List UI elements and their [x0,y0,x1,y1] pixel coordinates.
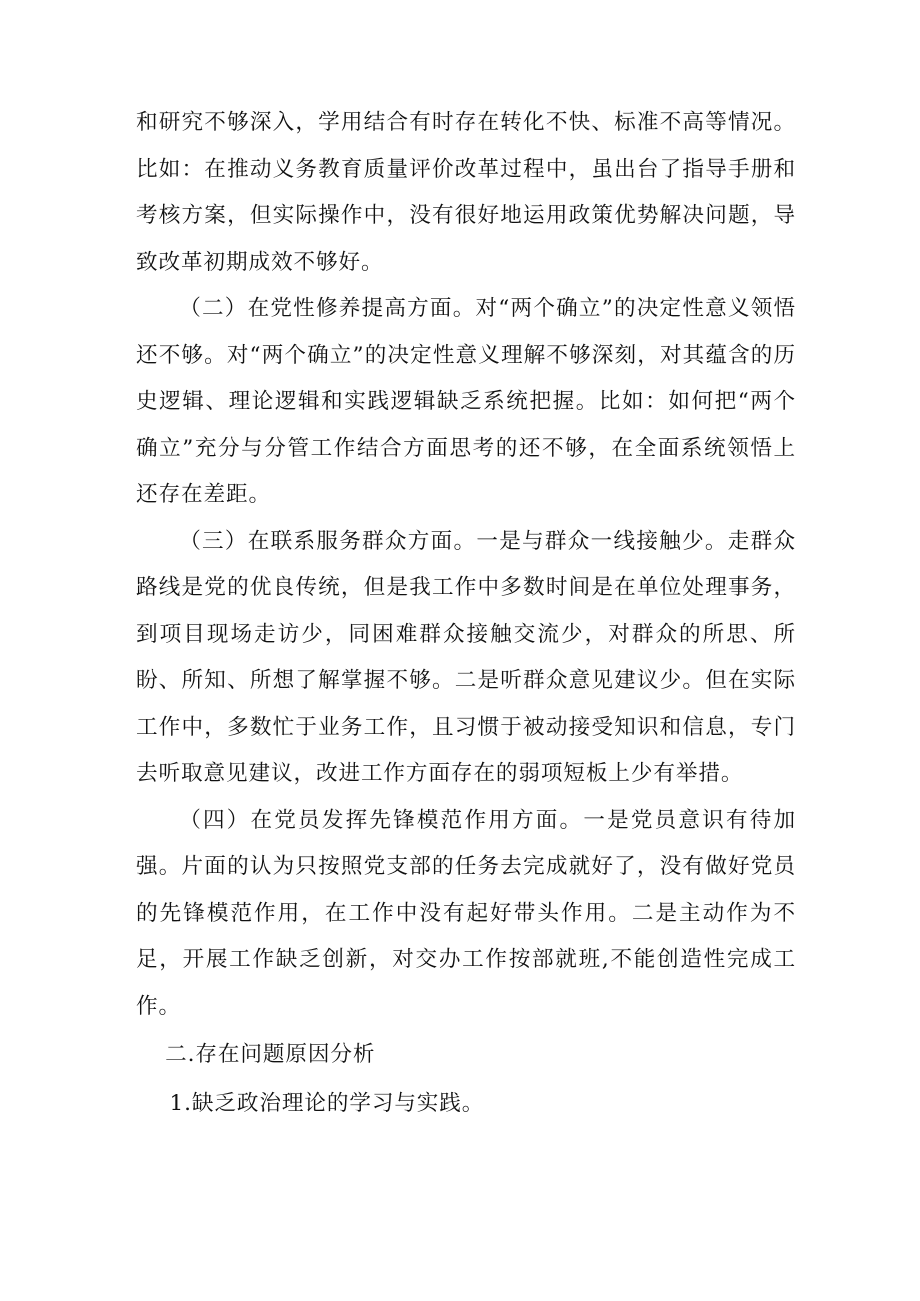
document-body [136,100,796,1127]
paragraph-continuation: 和研究不够深入，学用结合有时存在转化不快、标准不高等情况。比如：在推动义务教育质量评价改革过程中，虽出台了指导手册和考核方案，但实际操作中，没有很好地运用政策优势解决问题，导致改革初期成效不够好。 [136,110,796,275]
paragraph-party-spirit: （二）在党性修养提高方面。对“两个确立”的决定性意义领悟还不够。对“两个确立”的决定性意义理解不够深刻，对其蕴含的历史逻辑、理论逻辑和实践逻辑缺乏系统把握。比如：如何把“两个确立”充分与分管工作结合方面思考的还不够，在全面系统领悟上还存在差距。 [136,296,796,507]
list-item: 1.缺乏政治理论的学习与实践。 [169,1090,485,1116]
paragraph-serving-masses: （三）在联系服务群众方面。一是与群众一线接触少。走群众路线是党的优良传统，但是我工作中多数时间是在单位处理事务，到项目现场走访少，同困难群众接触交流少，对群众的所思、所盼、所知、所想了解掌握不够。二是听群众意见建议少。但在实际工作中，多数忙于业务工作，且习惯于被动接受知识和信息，专门去听取意见建议，改进工作方面存在的弱项短板上少有举措。 [136,528,796,786]
section-heading: 二.存在问题原因分析 [165,1042,376,1067]
paragraph-vanguard-role: （四）在党员发挥先锋模范作用方面。一是党员意识有待加强。片面的认为只按照党支部的任务去完成就好了，没有做好党员的先锋模范作用，在工作中没有起好带头作用。二是主动作为不足，开展工作缺乏创新，对交办工作按部就班,不能创造性完成工作。 [136,807,796,1019]
